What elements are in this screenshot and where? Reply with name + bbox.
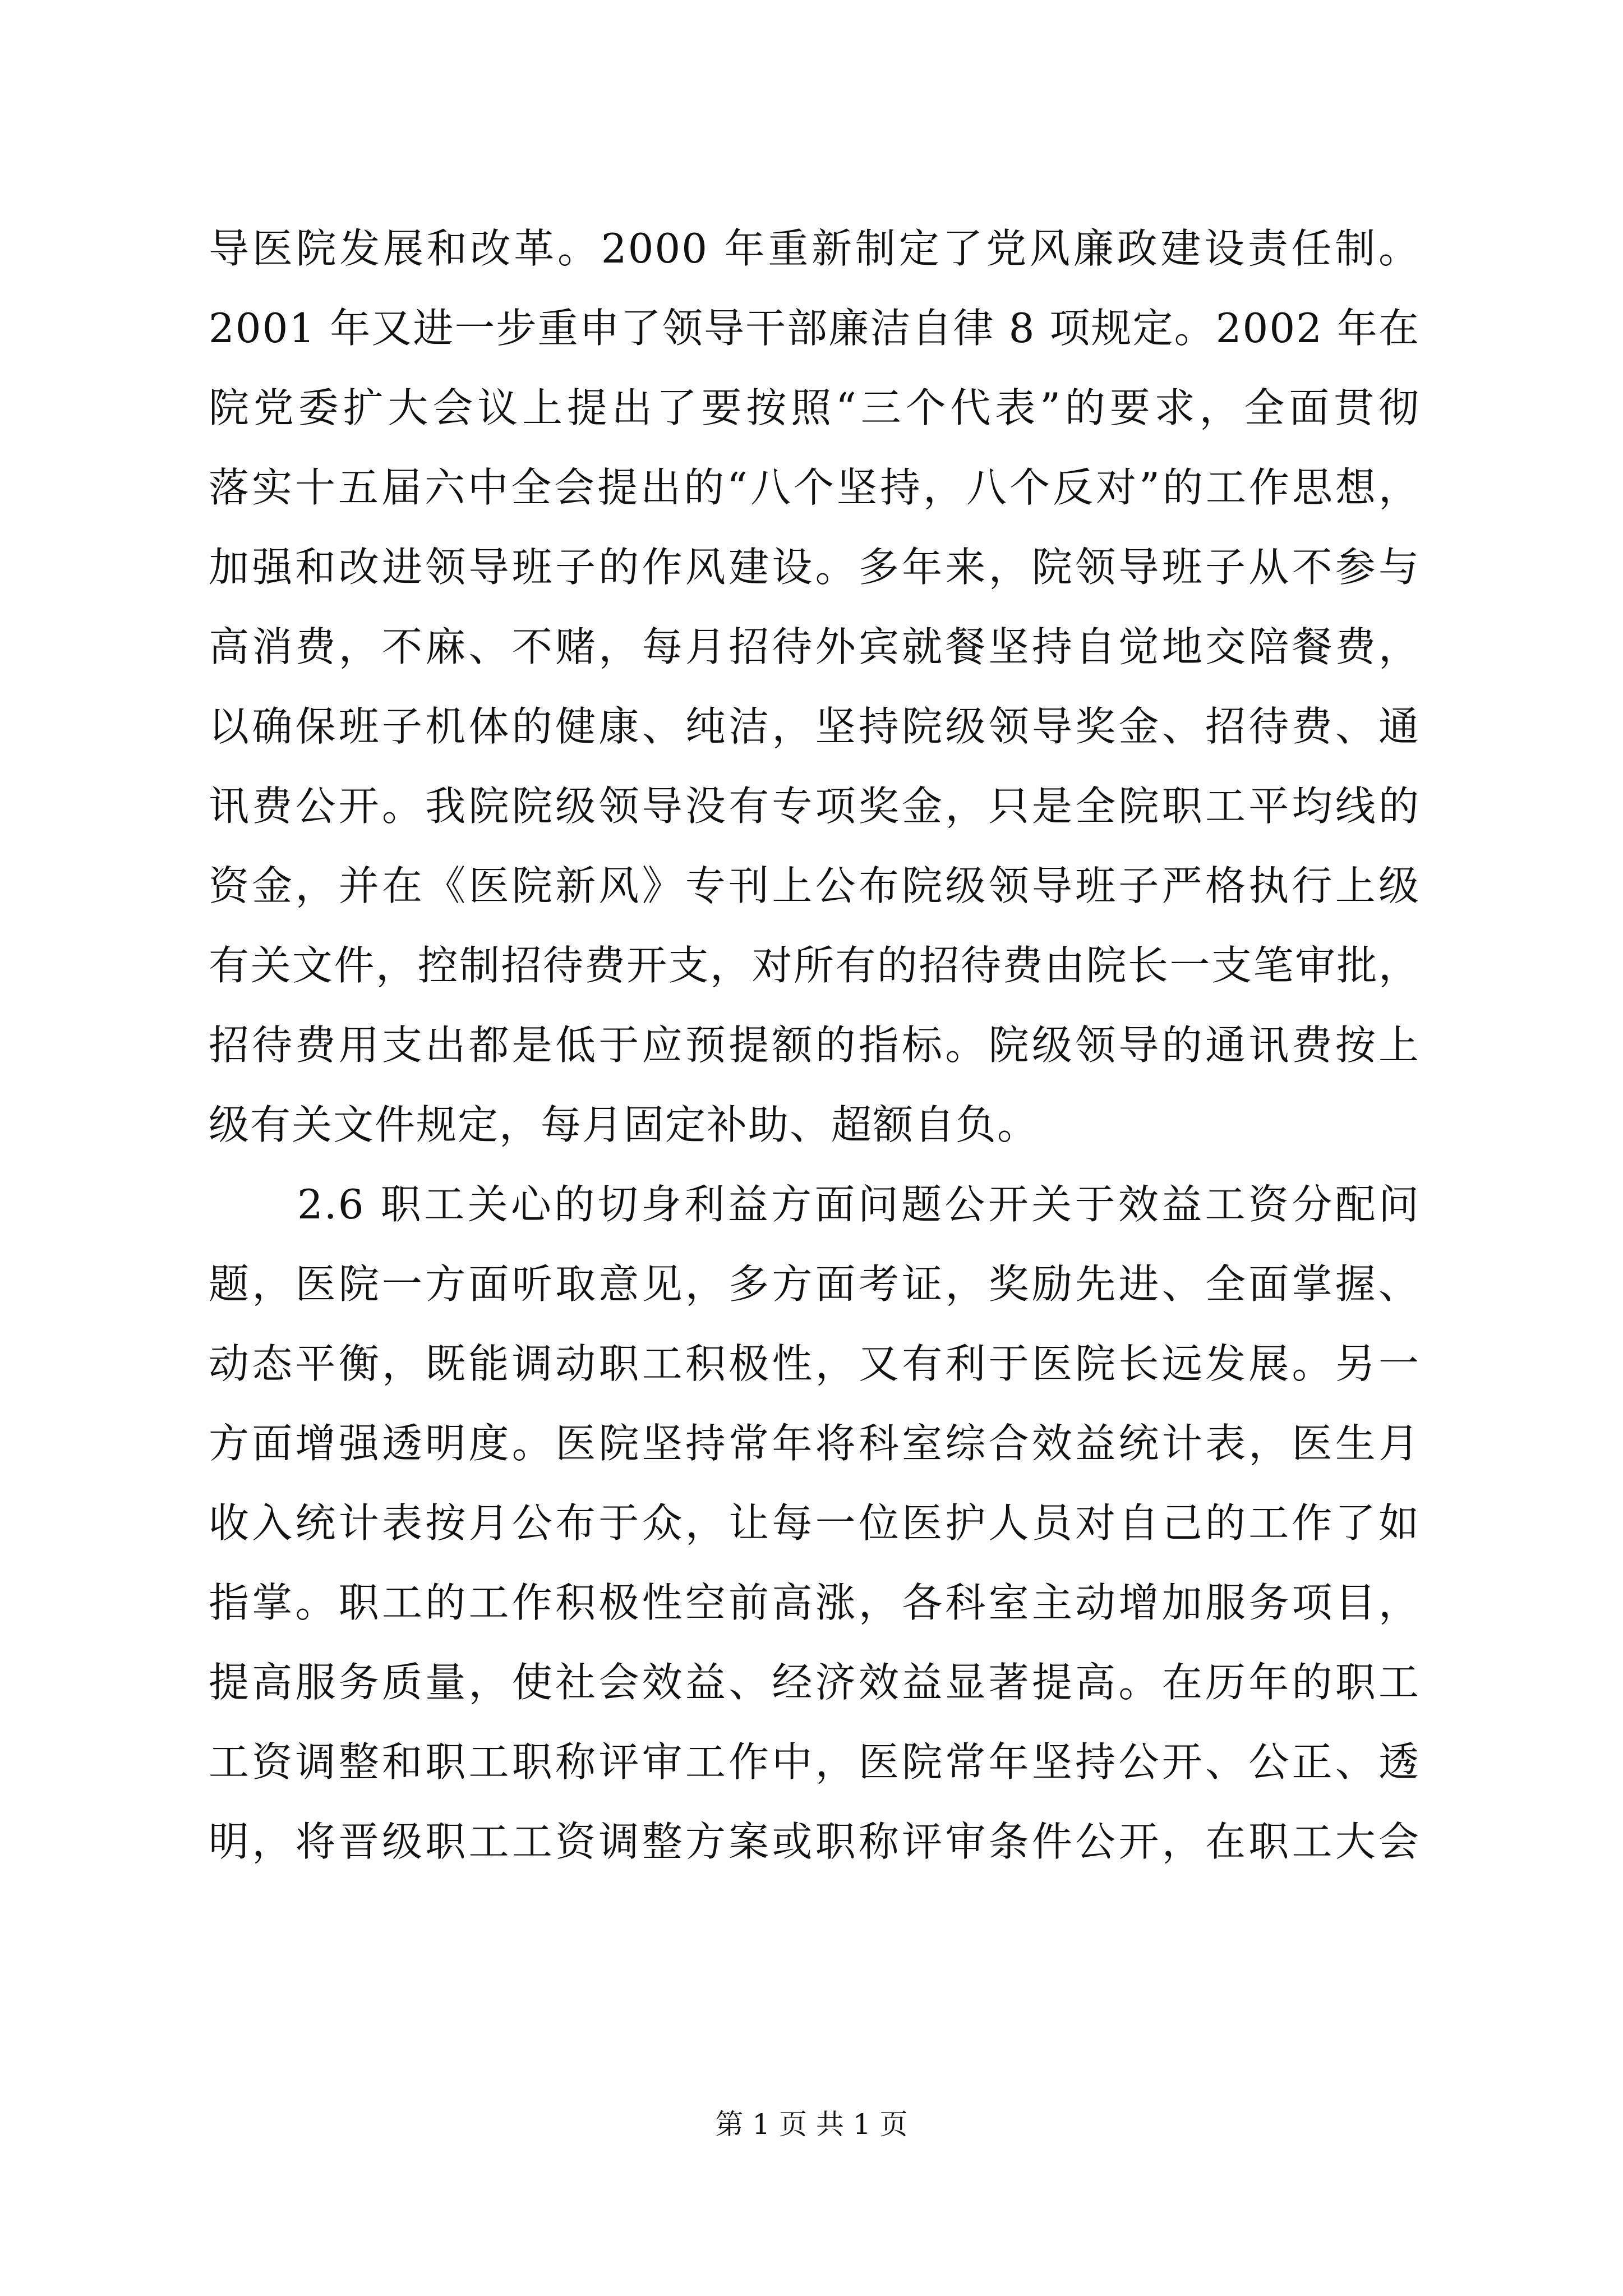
text-line: 导医院发展和改革。2000 年重新制定了党风廉政建设责任制。 — [209, 225, 1420, 272]
text-line: 资金，并在《医院新风》专刊上公布院级领导班子严格执行上级 — [209, 862, 1420, 909]
text-line: 落实十五届六中全会提出的“八个坚持，八个反对”的工作思想， — [209, 464, 1420, 511]
text-line: 高消费，不麻、不赌，每月招待外宾就餐坚持自觉地交陪餐费， — [209, 623, 1420, 670]
text-line: 提高服务质量，使社会效益、经济效益显著提高。在历年的职工 — [209, 1659, 1420, 1706]
text-line: 收入统计表按月公布于众，让每一位医护人员对自己的工作了如 — [209, 1499, 1420, 1547]
text-line: 明，将晋级职工工资调整方案或职称评审条件公开，在职工大会 — [209, 1818, 1420, 1865]
text-line: 动态平衡，既能调动职工积极性，又有利于医院长远发展。另一 — [209, 1340, 1420, 1387]
text-line: 加强和改进领导班子的作风建设。多年来，院领导班子从不参与 — [209, 544, 1420, 591]
text-line: 级有关文件规定，每月固定补助、超额自负。 — [209, 1101, 1039, 1148]
text-line: 以确保班子机体的健康、纯洁，坚持院级领导奖金、招待费、通 — [209, 703, 1420, 750]
text-line: 讯费公开。我院院级领导没有专项奖金，只是全院职工平均线的 — [209, 783, 1420, 830]
text-line: 题，医院一方面听取意见，多方面考证，奖励先进、全面掌握、 — [209, 1260, 1420, 1308]
text-line: 指掌。职工的工作积极性空前高涨，各科室主动增加服务项目， — [209, 1579, 1420, 1626]
text-line: 工资调整和职工职称评审工作中，医院常年坚持公开、公正、透 — [209, 1738, 1420, 1786]
text-line: 有关文件，控制招待费开支，对所有的招待费由院长一支笔审批， — [209, 942, 1420, 989]
text-line: 院党委扩大会议上提出了要按照“三个代表”的要求，全面贯彻 — [209, 384, 1420, 431]
text-line: 2.6 职工关心的切身利益方面问题公开关于效益工资分配问 — [297, 1181, 1420, 1228]
page-footer: 第 1 页 共 1 页 — [715, 2108, 908, 2141]
text-line: 方面增强透明度。医院坚持常年将科室综合效益统计表，医生月 — [209, 1420, 1420, 1467]
text-line: 招待费用支出都是低于应预提额的指标。院级领导的通讯费按上 — [209, 1022, 1420, 1069]
body-text — [209, 209, 1420, 1881]
text-line: 2001 年又进一步重申了领导干部廉洁自律 8 项规定。2002 年在 — [209, 305, 1420, 352]
